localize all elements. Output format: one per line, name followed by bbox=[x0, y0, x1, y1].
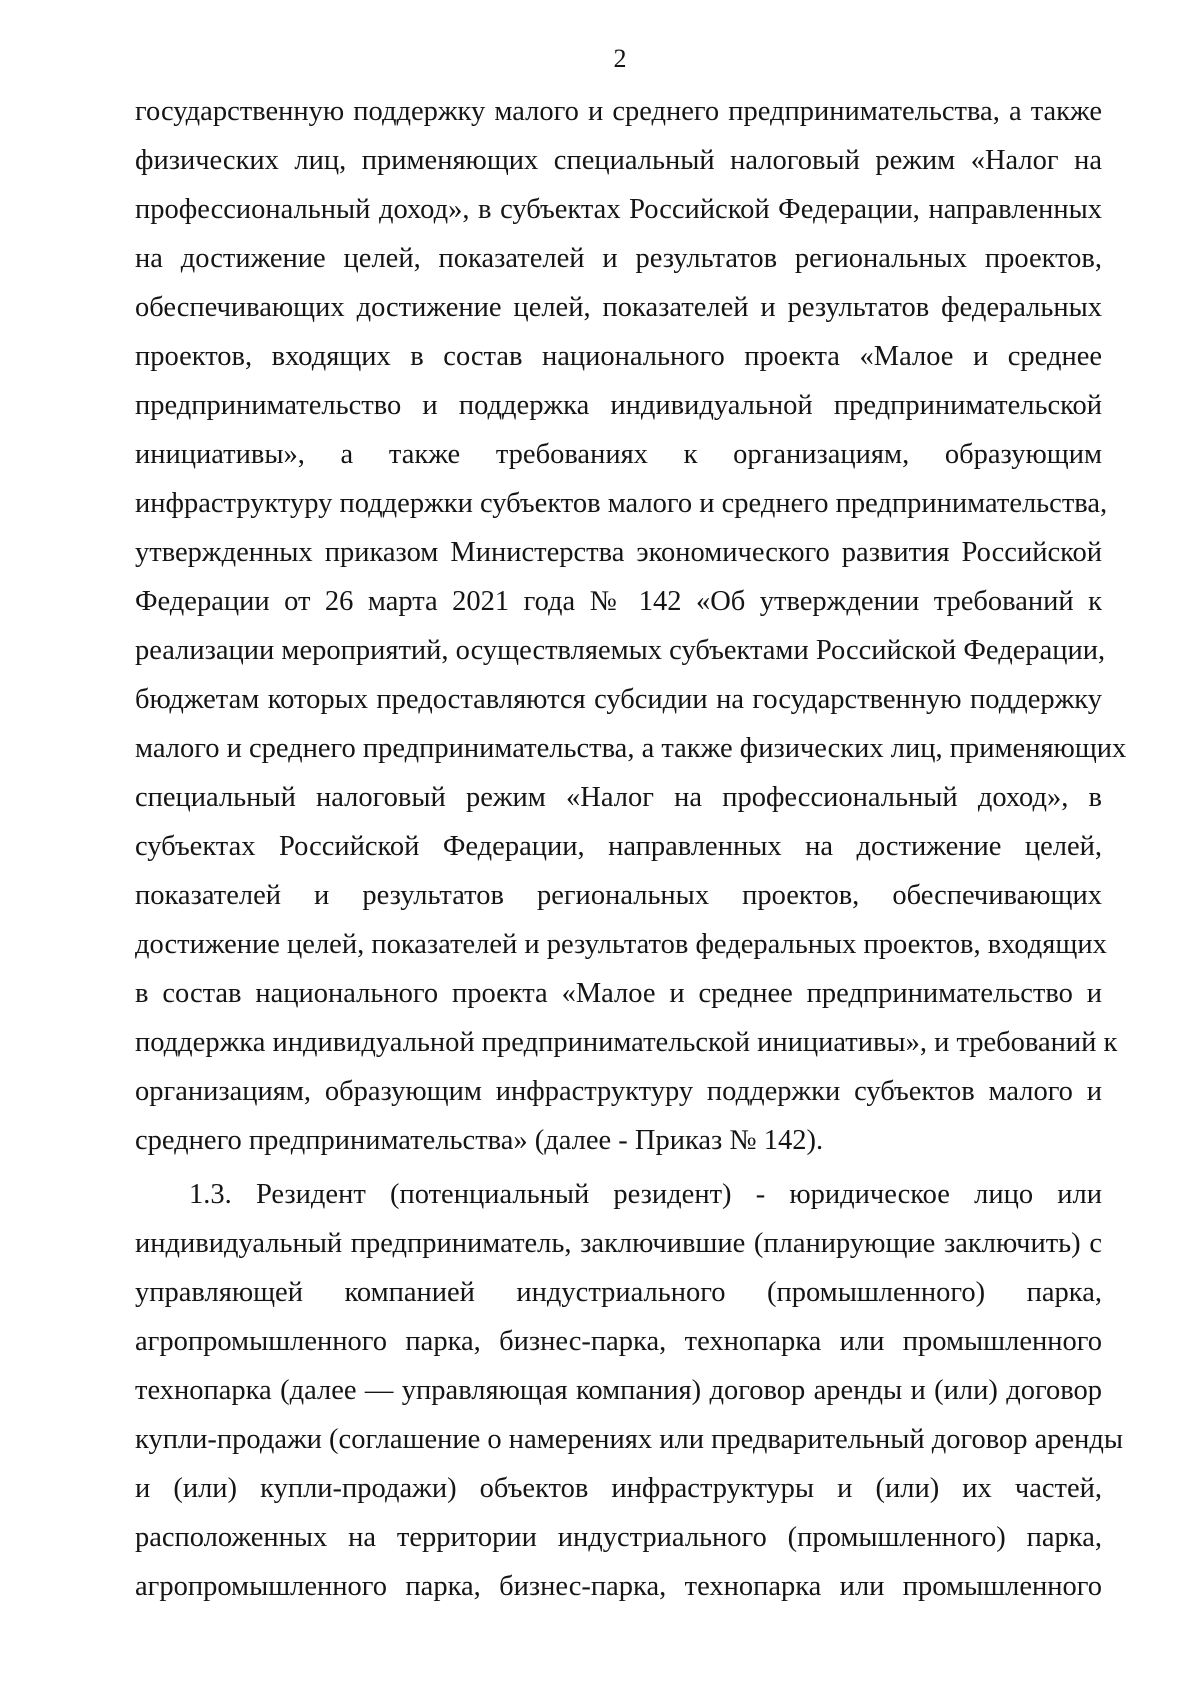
text-line: организациям, образующим инфраструктуру поддержки субъектов малого и bbox=[135, 1076, 1102, 1107]
text-line: управляющей компанией индустриального (промышленного) парка, bbox=[135, 1277, 1102, 1308]
text-line: агропромышленного парка, бизнес-парка, технопарка или промышленного bbox=[135, 1571, 1102, 1602]
text-line: агропромышленного парка, бизнес-парка, технопарка или промышленного bbox=[135, 1326, 1102, 1357]
text-line: поддержка индивидуальной предпринимательской инициативы», и требований к bbox=[135, 1027, 1118, 1058]
text-line: достижение целей, показателей и результатов федеральных проектов, входящих bbox=[135, 929, 1107, 960]
text-line: проектов, входящих в состав национального проекта «Малое и среднее bbox=[135, 341, 1102, 372]
text-line: утвержденных приказом Министерства экономического развития Российской bbox=[135, 537, 1102, 568]
paragraph-continuation bbox=[135, 87, 1127, 1165]
text-line: среднего предпринимательства» (далее - Приказ № 142). bbox=[135, 1125, 824, 1156]
text-line: специальный налоговый режим «Налог на профессиональный доход», в bbox=[135, 782, 1102, 813]
text-line: реализации мероприятий, осуществляемых субъектами Российской Федерации, bbox=[135, 635, 1106, 666]
page-number: 2 bbox=[613, 44, 627, 73]
text-line: расположенных на территории индустриального (промышленного) парка, bbox=[135, 1522, 1102, 1553]
text-line: физических лиц, применяющих специальный налоговый режим «Налог на bbox=[135, 145, 1102, 176]
text-line: Федерации от 26 марта 2021 года № 142 «Об утверждении требований к bbox=[135, 586, 1102, 617]
text-line: показателей и результатов региональных проектов, обеспечивающих bbox=[135, 880, 1102, 911]
text-line: технопарка (далее — управляющая компания) договор аренды и (или) договор bbox=[135, 1375, 1102, 1406]
text-line: обеспечивающих достижение целей, показателей и результатов федеральных bbox=[135, 292, 1102, 323]
text-line: бюджетам которых предоставляются субсидии на государственную поддержку bbox=[135, 684, 1102, 715]
text-line: купли-продажи (соглашение о намерениях или предварительный договор аренды bbox=[135, 1424, 1124, 1455]
paragraph-1-3 bbox=[135, 1170, 1124, 1611]
text-line: индивидуальный предприниматель, заключившие (планирующие заключить) с bbox=[135, 1228, 1102, 1259]
text-line: 1.3. Резидент (потенциальный резидент) - юридическое лицо или bbox=[189, 1179, 1102, 1210]
text-line: субъектах Российской Федерации, направленных на достижение целей, bbox=[135, 831, 1102, 862]
document-body bbox=[135, 87, 1127, 1611]
text-line: предпринимательство и поддержка индивидуальной предпринимательской bbox=[135, 390, 1102, 421]
text-line: и (или) купли-продажи) объектов инфраструктуры и (или) их частей, bbox=[135, 1473, 1102, 1504]
text-line: в состав национального проекта «Малое и среднее предпринимательство и bbox=[135, 978, 1102, 1009]
text-line: профессиональный доход», в субъектах Российской Федерации, направленных bbox=[135, 194, 1102, 225]
text-line: малого и среднего предпринимательства, а также физических лиц, применяющих bbox=[135, 733, 1127, 764]
text-line: на достижение целей, показателей и результатов региональных проектов, bbox=[135, 243, 1102, 274]
text-line: государственную поддержку малого и среднего предпринимательства, а также bbox=[135, 96, 1102, 127]
text-line: инфраструктуру поддержки субъектов малого и среднего предпринимательства, bbox=[135, 488, 1108, 519]
text-line: инициативы», а также требованиях к организациям, образующим bbox=[135, 439, 1102, 470]
